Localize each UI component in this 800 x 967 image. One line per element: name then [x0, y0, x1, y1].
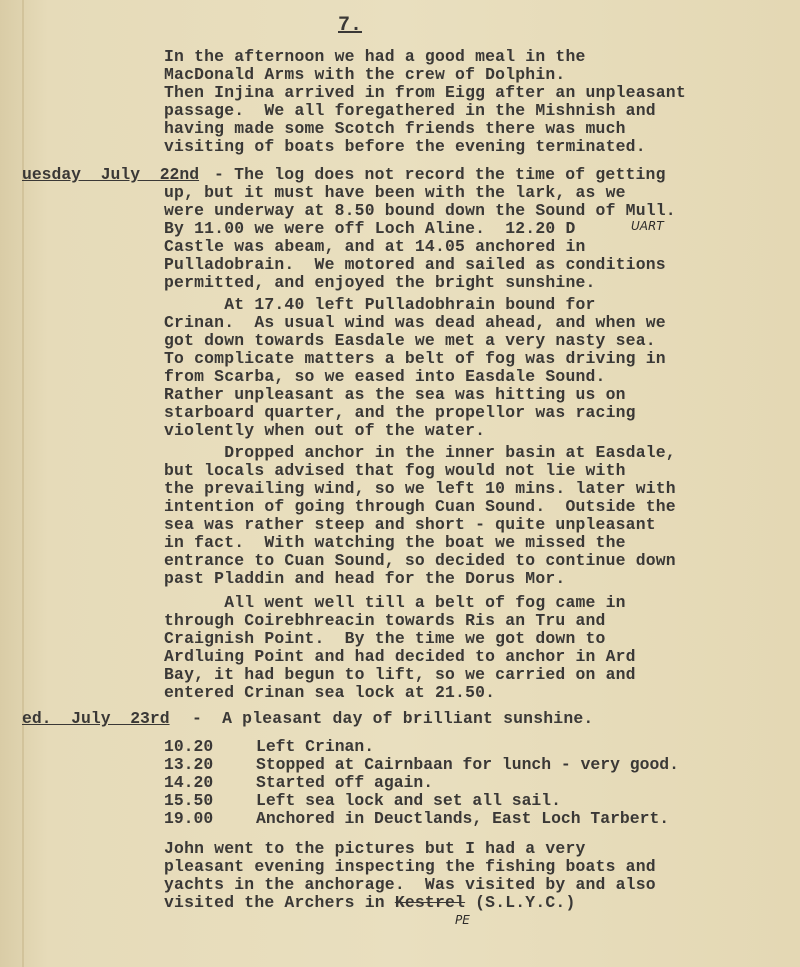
- text-line: entrance to Cuan Sound, so decided to continue down: [164, 551, 676, 570]
- log-text: Anchored in Deuctlands, East Loch Tarbert.: [256, 809, 670, 828]
- log-row: [164, 792, 561, 810]
- last-line: [164, 894, 576, 912]
- text-line: visiting of boats before the evening terminated.: [164, 137, 646, 156]
- text-line: having made some Scotch friends there was much: [164, 119, 626, 138]
- struck-word: Kestrel: [394, 893, 466, 912]
- text-line: At 17.40 left Pulladobhrain bound for: [164, 295, 596, 314]
- log-text: Left sea lock and set all sail.: [256, 791, 561, 810]
- text-line: Rather unpleasant as the sea was hitting us on: [164, 385, 626, 404]
- log-time: 10.20: [164, 737, 214, 756]
- text-line: John went to the pictures but I had a very: [164, 839, 586, 858]
- text-line: the prevailing wind, so we left 10 mins. later with: [164, 479, 676, 498]
- handwritten-correction: PE: [455, 913, 470, 927]
- text-line: By 11.00 we were off Loch Aline. 12.20 D: [164, 219, 576, 238]
- text-line: were underway at 8.50 bound down the Sound of Mull.: [164, 201, 676, 220]
- left-margin-rule: [22, 0, 24, 967]
- log-row: [164, 738, 374, 756]
- log-row: [164, 774, 433, 792]
- text-line: In the afternoon we had a good meal in the: [164, 47, 586, 66]
- text-line: intention of going through Cuan Sound. Outside the: [164, 497, 676, 516]
- text-line: from Scarba, so we eased into Easdale Sound.: [164, 367, 606, 386]
- log-time: 14.20: [164, 773, 214, 792]
- date-label-wednesday: ed. July 23rd: [22, 709, 170, 728]
- log-time: 15.50: [164, 791, 214, 810]
- text-line: passage. We all foregathered in the Mishnish and: [164, 101, 656, 120]
- text-line: sea was rather steep and short - quite unpleasant: [164, 515, 656, 534]
- text-line: Ardluing Point and had decided to anchor in Ard: [164, 647, 636, 666]
- last-line-after: (S.L.Y.C.): [465, 893, 576, 912]
- text-line: All went well till a belt of fog came in: [164, 593, 626, 612]
- handwritten-insert: UART: [631, 219, 664, 233]
- text-line: entered Crinan sea lock at 21.50.: [164, 683, 496, 702]
- text-line: through Coirebhreacin towards Ris an Tru and: [164, 611, 606, 630]
- text-line: Dropped anchor in the inner basin at Easdale,: [164, 443, 676, 462]
- log-text: Started off again.: [256, 773, 434, 792]
- date-label-tuesday: uesday July 22nd: [22, 165, 200, 184]
- log-row: [164, 756, 679, 774]
- text-line: permitted, and enjoyed the bright sunshine.: [164, 273, 596, 292]
- text-line: To complicate matters a belt of fog was driving in: [164, 349, 666, 368]
- text-line: but locals advised that fog would not lie with: [164, 461, 626, 480]
- text-line: Craignish Point. By the time we got down to: [164, 629, 606, 648]
- text-line: starboard quarter, and the propellor was racing: [164, 403, 636, 422]
- text-line: Crinan. As usual wind was dead ahead, and when we: [164, 313, 666, 332]
- log-row: [164, 810, 669, 828]
- text-line: in fact. With watching the boat we missed the: [164, 533, 626, 552]
- text-line: Castle was abeam, and at 14.05 anchored in: [164, 237, 586, 256]
- text-line: MacDonald Arms with the crew of Dolphin.: [164, 65, 566, 84]
- text-line: past Pladdin and head for the Dorus Mor.: [164, 569, 566, 588]
- text-line: violently when out of the water.: [164, 421, 486, 440]
- text-line: pleasant evening inspecting the fishing boats and: [164, 857, 656, 876]
- page-number: 7.: [338, 14, 363, 37]
- text-line: got down towards Easdale we met a very nasty sea.: [164, 331, 656, 350]
- log-time: 13.20: [164, 755, 214, 774]
- log-text: Left Crinan.: [256, 737, 375, 756]
- text-line: - A pleasant day of brilliant sunshine.: [192, 709, 594, 728]
- text-line: Pulladobrain. We motored and sailed as conditions: [164, 255, 666, 274]
- text-line: - The log does not record the time of getting: [214, 165, 666, 184]
- text-line: Bay, it had begun to lift, so we carried on and: [164, 665, 636, 684]
- text-line: Then Injina arrived in from Eigg after an unpleasant: [164, 83, 686, 102]
- last-line-before: visited the Archers in: [164, 893, 395, 912]
- log-time: 19.00: [164, 809, 214, 828]
- text-line: yachts in the anchorage. Was visited by and also: [164, 875, 656, 894]
- log-text: Stopped at Cairnbaan for lunch - very good.: [256, 755, 679, 774]
- text-line: up, but it must have been with the lark, as we: [164, 183, 626, 202]
